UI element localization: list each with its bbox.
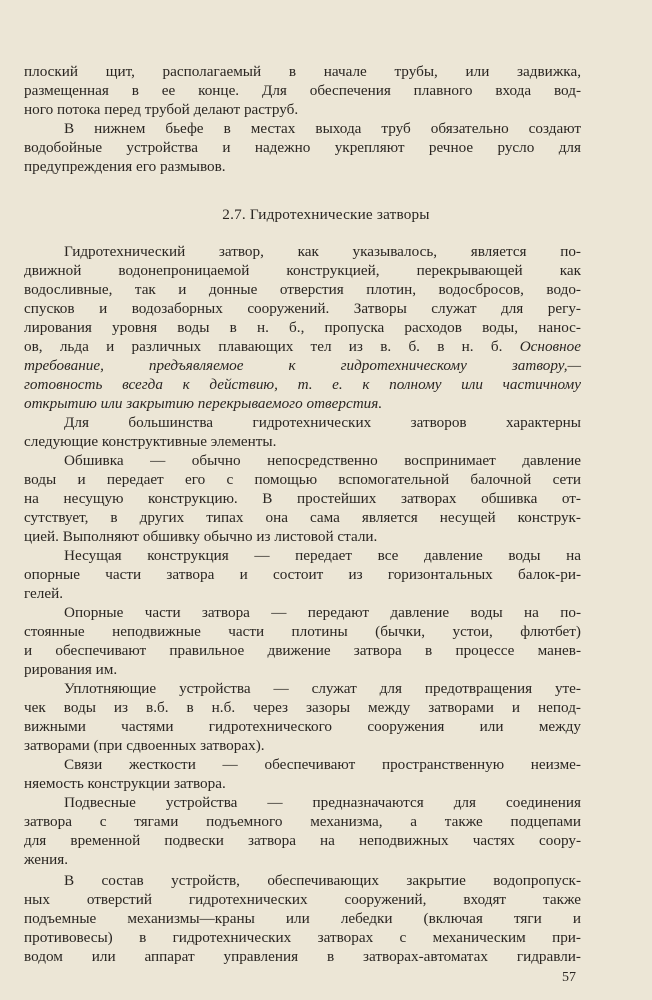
text-line: размещенная в ее конце. Для обеспечения плавного входа вод-: [24, 82, 581, 99]
text-line: Обшивка — обычно непосредственно воспринимает давление: [64, 452, 581, 469]
text-line: рирования им.: [24, 661, 118, 678]
text-line: на несущую конструкцию. В простейших затворах обшивка от-: [24, 490, 581, 507]
text-line: воды и передает его с помощью вспомогательной балочной сети: [24, 471, 581, 488]
text-line: няемость конструкции затвора.: [24, 775, 226, 792]
text-line: ного потока перед трубой делают раструб.: [24, 101, 299, 118]
text-line-italic: готовность всегда к действию, т. е. к полному или частичному: [24, 376, 581, 393]
text-line: В состав устройств, обеспечивающих закрытие водопропуск-: [64, 872, 581, 889]
text-line: лирования уровня воды в н. б., пропуска расходов воды, нанос-: [24, 319, 581, 336]
text-line: водобойные устройства и надежно укрепляют речное русло для: [24, 139, 581, 156]
page-number: 57: [562, 970, 576, 985]
text-line: Гидротехнический затвор, как указывалось, является по-: [64, 243, 581, 260]
text-line: противовесы) в гидротехнических затворах с механическим при-: [24, 929, 581, 946]
text-line: сутствует, в других типах она сама является несущей конструк-: [24, 509, 581, 526]
text-line: и обеспечивают правильное движение затвора в процессе манев-: [24, 642, 581, 659]
text-line: чек воды из в.б. в н.б. через зазоры между затворами и непод-: [24, 699, 581, 716]
text-line: Несущая конструкция — передает все давление воды на: [64, 547, 581, 564]
text-line: жения.: [24, 851, 69, 868]
text-line: затвора с тягами подъемного механизма, а также подцепами: [24, 813, 581, 830]
text-line: движной водонепроницаемой конструкцией, перекрывающей как: [24, 262, 581, 279]
text-line: ных отверстий гидротехнических сооружений, входят также: [24, 891, 581, 908]
text-line: гелей.: [24, 585, 64, 602]
text-line: подъемные механизмы—краны или лебедки (включая тяги и: [24, 910, 581, 927]
text-line: В нижнем бьефе в местах выхода труб обязательно создают: [64, 120, 581, 137]
text-line: Для большинства гидротехнических затворов характерны: [64, 414, 581, 431]
text-line: цией. Выполняют обшивку обычно из листовой стали.: [24, 528, 378, 545]
text-line: плоский щит, располагаемый в начале трубы, или задвижка,: [24, 63, 581, 80]
text-line: Опорные части затвора — передают давление воды на по-: [64, 604, 581, 621]
text-line-italic: открытию или закрытию перекрываемого отверстия.: [24, 395, 383, 412]
text-line: Связи жесткости — обеспечивают пространственную неизме-: [64, 756, 581, 773]
text-line: для временной подвески затвора на неподвижных частях соору-: [24, 832, 581, 849]
text-line-italic: Основное: [519, 338, 582, 355]
text-line: водом или аппарат управления в затворах-автоматах гидравли-: [24, 948, 581, 965]
section-heading: 2.7. Гидротехнические затворы: [222, 206, 430, 223]
text-line: вижными частями гидротехнического сооружения или между: [24, 718, 581, 735]
text-line: предупреждения его размывов.: [24, 158, 226, 175]
text-line-italic: требование, предъявляемое к гидротехническому затвору,—: [24, 357, 581, 374]
text-line: Уплотняющие устройства — служат для предотвращения уте-: [64, 680, 581, 697]
text-line-regular: ов, льда и различных плавающих тел из в. б. в н. б.: [24, 338, 503, 355]
text-line: Подвесные устройства — предназначаются для соединения: [64, 794, 581, 811]
text-line: затворами (при сдвоенных затворах).: [24, 737, 265, 754]
text-line: [24, 338, 581, 356]
text-line: стоянные неподвижные части плотины (бычки, устои, флютбет): [24, 623, 581, 640]
text-line: следующие конструктивные элементы.: [24, 433, 277, 450]
text-line: опорные части затвора и состоит из горизонтальных балок-ри-: [24, 566, 581, 583]
text-line: водосливные, так и донные отверстия плотин, водосбросов, водо-: [24, 281, 581, 298]
text-line: спусков и водозаборных сооружений. Затворы служат для регу-: [24, 300, 581, 317]
